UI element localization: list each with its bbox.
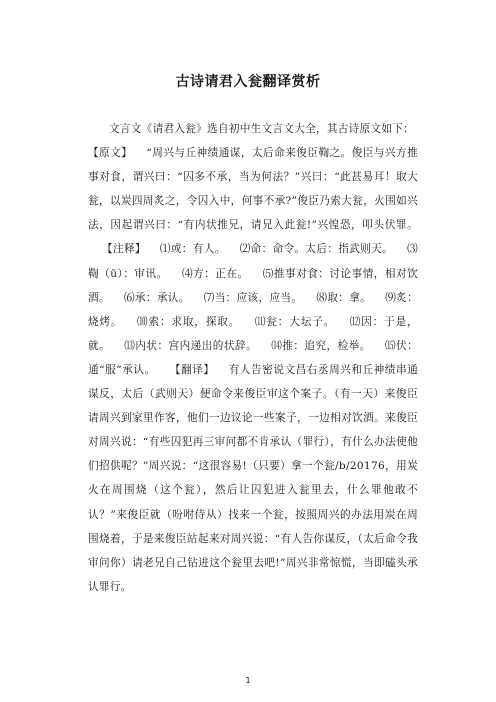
note-item: ⑷方：正在。: [181, 267, 249, 280]
document-title: 古诗请君入瓮翻译赏析: [175, 74, 321, 90]
original-label: 【原文】: [88, 147, 133, 160]
note-item: ⑴或：有人。: [159, 243, 226, 256]
note-item: ⒁推：追究，检举。: [271, 339, 371, 352]
note-item: ⑾瓮：大坛子。: [254, 315, 336, 328]
note-item: ⑵命：命令。太后：指武则天。: [239, 243, 394, 256]
translation-label: 【翻译】: [169, 363, 215, 376]
note-item: ⑻取：拿。: [316, 291, 372, 304]
note-item: ⑶鞫（ū）：审讯。: [88, 243, 418, 280]
note-item: ⑽索：求取，探取。: [136, 315, 241, 328]
notes-label: 【注释】: [102, 243, 146, 256]
note-item: ⑿因：于是，就。: [88, 315, 418, 352]
document-body: [88, 117, 418, 599]
page-number: 1: [245, 676, 251, 685]
original-text: “周兴与丘神绩通谋，太后命来俊臣鞫之。俊臣与兴方推事对食，谓兴曰：“囚多不承，当为何法？”兴曰：“此甚易耳！取大瓮，以炭四周炙之，令囚入中，何事不承?”俊臣乃索大瓮，火围如兴法，因起谓兴曰：“有内状推兄，请兄入此瓮!”兴惶恐，叩头伏罪。: [88, 147, 418, 232]
note-item: ⑺当：应该，应当。: [203, 291, 303, 304]
note-item: ⑼炙：烧烤。: [88, 291, 418, 328]
main-paragraph: [88, 141, 418, 599]
note-item: ⑸推事对食：讨论事情，相对饮酒。: [88, 267, 418, 304]
translation-text: 有人告密说文昌右丞周兴和丘神绩串通谋反，太后（武则天）便命令来俊臣审这个案子。（有一天）来俊臣请周兴到家里作客，他们一边议论一些案子，一边相对饮酒。来俊臣对周兴说：“有些囚犯再三审问都不肯承认（罪行），有什么办法使他们招供呢？”周兴说：“这很容易!（只要）拿一个瓮/b/20176，用炭火在周围烧（这个瓮），然后让囚犯进入瓮里去，什么罪他敢不认？”来俊臣就（吩咐侍从）找来一个瓮，按照周兴的办法用炭在周围烧着，于是来俊臣站起来对周兴说：“有人告你谋反，（太后命令我审问你）请老兄自己钻进这个瓮里去吧!”周兴非常惊慌，当即磕头承认罪行。: [88, 363, 418, 593]
note-item: ⒀内状：宫内递出的状辞。: [124, 339, 258, 352]
intro-text: 文言文《请君入瓮》选自初中生文言文大全，其古诗原文如下：: [109, 123, 415, 135]
intro-paragraph: [88, 117, 418, 141]
note-item: ⑹承：承认。: [123, 291, 190, 304]
note-item: ⒂伏：通“服”承认。: [88, 339, 418, 376]
